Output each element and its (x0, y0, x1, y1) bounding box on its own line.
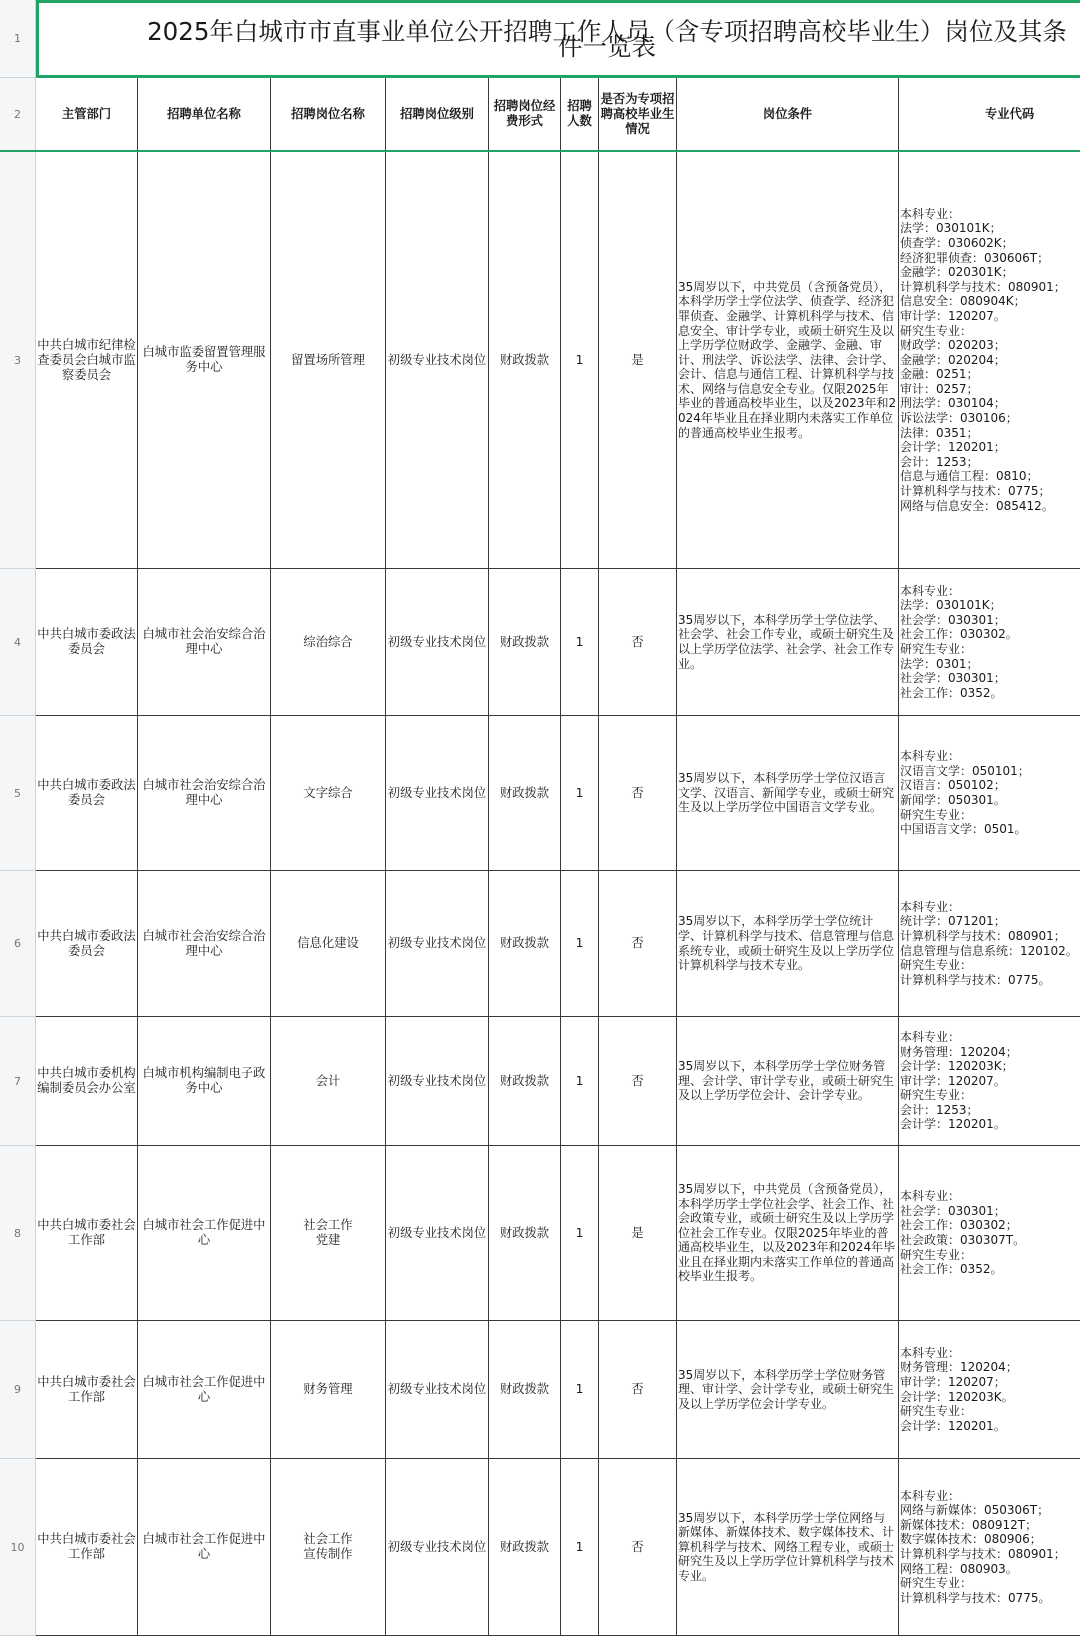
cell-dept[interactable] (36, 1459, 138, 1636)
cell-unit[interactable] (138, 569, 271, 716)
cell-text: 中共白城市委社会工作部 (37, 1532, 136, 1561)
cell-text: 财政拨款 (499, 785, 550, 800)
cell-text: 信息化建设 (297, 936, 359, 950)
cell-text: 白城市社会治安综合治理中心 (142, 928, 266, 958)
cell-text: 初级专业技术岗位 (387, 936, 487, 950)
row-number[interactable]: 9 (0, 1321, 36, 1459)
cell-text: 1 (575, 1382, 584, 1396)
cell-text: 初级专业技术岗位 (387, 1225, 487, 1240)
cell-level[interactable] (386, 152, 489, 569)
header-unit[interactable] (138, 78, 271, 151)
sheet-title: 2025年白城市市直事业单位公开招聘工作人员（含专项招聘高校毕业生）岗位及其条件一览表 (147, 17, 1067, 61)
header-post[interactable] (271, 78, 386, 151)
cell-text: 35周岁以下，本科学历学士学位网络与新媒体、新媒体技术、数字媒体技术、计算机科学与技术、网络工程专业，或硕士研究生及以上学历学位计算机科学与技术专业。 (678, 1510, 895, 1583)
cell-text: 初级专业技术岗位 (387, 634, 487, 649)
cell-count[interactable] (561, 1321, 599, 1459)
cell-funding[interactable] (489, 569, 561, 716)
cell-level[interactable] (386, 716, 489, 871)
cell-codes[interactable] (899, 1321, 1080, 1459)
cell-dept[interactable] (36, 716, 138, 871)
row-number[interactable]: 7 (0, 1017, 36, 1146)
header-label: 招聘单位名称 (167, 106, 241, 121)
cell-text: 留置场所管理 (291, 352, 365, 367)
cell-conditions[interactable] (677, 1146, 899, 1321)
cell-text: 1 (575, 785, 584, 800)
cell-text: 白城市机构编制电子政务中心 (142, 1066, 266, 1095)
cell-text: 中共白城市委社会工作部 (37, 1218, 136, 1247)
cell-text: 财务管理 (303, 1382, 353, 1396)
row-number[interactable]: 3 (0, 152, 36, 569)
cell-post[interactable] (271, 1321, 386, 1459)
row-number[interactable]: 2 (0, 78, 36, 151)
header-dept[interactable] (36, 78, 138, 151)
cell-text: 初级专业技术岗位 (387, 352, 487, 367)
header-label: 主管部门 (61, 106, 112, 121)
cell-text: 初级专业技术岗位 (387, 785, 487, 800)
cell-post[interactable] (271, 1017, 386, 1146)
cell-text: 否 (631, 634, 644, 649)
header-label: 是否为专项招聘高校毕业生情况 (600, 91, 675, 136)
cell-level[interactable] (386, 569, 489, 716)
cell-count[interactable] (561, 152, 599, 569)
cell-codes[interactable] (899, 871, 1080, 1017)
cell-conditions[interactable] (677, 716, 899, 871)
cell-text: 白城市社会工作促进中心 (142, 1532, 266, 1561)
table-row (0, 871, 1080, 1017)
cell-post[interactable] (271, 1146, 386, 1321)
cell-text: 财政拨款 (499, 1382, 550, 1396)
cell-count[interactable] (561, 1017, 599, 1146)
cell-text: 否 (631, 785, 644, 800)
cell-count[interactable] (561, 1146, 599, 1321)
cell-level[interactable] (386, 871, 489, 1017)
cell-special[interactable] (599, 1321, 677, 1459)
cell-text: 1 (575, 1073, 584, 1088)
cell-count[interactable] (561, 716, 599, 871)
header-label: 招聘岗位经费形式 (493, 99, 556, 128)
table-row (0, 1321, 1080, 1459)
cell-post[interactable] (271, 871, 386, 1017)
cell-unit[interactable] (138, 1146, 271, 1321)
cell-special[interactable] (599, 716, 677, 871)
cell-text: 初级专业技术岗位 (387, 1073, 487, 1088)
cell-level[interactable] (386, 1017, 489, 1146)
cell-text: 财政拨款 (499, 1225, 550, 1240)
cell-dept[interactable] (36, 152, 138, 569)
cell-count[interactable] (561, 569, 599, 716)
title-cell[interactable] (36, 0, 1080, 78)
row-number[interactable]: 10 (0, 1459, 36, 1636)
cell-conditions[interactable] (677, 1459, 899, 1636)
cell-funding[interactable] (489, 1017, 561, 1146)
table-row (0, 569, 1080, 716)
header-label: 岗位条件 (762, 106, 813, 121)
cell-dept[interactable] (36, 1146, 138, 1321)
cell-text: 1 (575, 1225, 584, 1240)
cell-dept[interactable] (36, 871, 138, 1017)
row-number[interactable]: 5 (0, 716, 36, 871)
cell-conditions[interactable] (677, 1321, 899, 1459)
cell-text: 财政拨款 (499, 352, 550, 367)
cell-text: 否 (631, 1539, 644, 1554)
header-label: 招聘岗位级别 (400, 106, 474, 121)
cell-count[interactable] (561, 871, 599, 1017)
cell-special[interactable] (599, 569, 677, 716)
table-row (0, 1017, 1080, 1146)
table-row (0, 716, 1080, 871)
header-special[interactable] (599, 78, 677, 151)
cell-text: 本科专业： 法学：030101K； 社会学：030301； 社会工作：030302。 研究生专业： 法学：0301； 社会学：030301； 社会工作：0352。 (900, 583, 1018, 700)
header-label: 专业代码 (985, 106, 1035, 121)
cell-funding[interactable] (489, 716, 561, 871)
cell-text: 文字综合 (303, 785, 353, 800)
cell-text: 35周岁以下，中共党员（含预备党员），本科学历学士学位社会学、社会工作、社会政策专业，或硕士研究生及以上学历学位社会工作专业。仅限2025年毕业的普通高校毕业生，以及2023年和2024年毕业且在择业期内未落实工作单位的普通高校毕业生报考。 (678, 1181, 896, 1284)
cell-text: 社会工作 党建 (303, 1218, 353, 1247)
cell-text: 财政拨款 (499, 936, 550, 950)
row-number[interactable]: 6 (0, 871, 36, 1017)
cell-unit[interactable] (138, 152, 271, 569)
cell-codes[interactable] (899, 569, 1080, 716)
table-row (0, 1459, 1080, 1636)
cell-text: 中共白城市委社会工作部 (37, 1374, 136, 1404)
cell-text: 35周岁以下，本科学历学士学位法学、社会学、社会工作专业，或硕士研究生及以上学历学位法学、社会学、社会工作专业。 (678, 612, 895, 671)
cell-funding[interactable] (489, 152, 561, 569)
cell-dept[interactable] (36, 1017, 138, 1146)
cell-conditions[interactable] (677, 569, 899, 716)
cell-text: 35周岁以下，本科学历学士学位汉语言文学、汉语言、新闻学专业，或硕士研究生及以上学历学位中国语言文学专业。 (678, 771, 895, 815)
cell-text: 本科专业： 社会学：030301； 社会工作：030302； 社会政策：030307T。 研究生专业： 社会工作：0352。 (900, 1189, 1026, 1277)
cell-funding[interactable] (489, 1459, 561, 1636)
header-codes[interactable] (899, 78, 1080, 151)
cell-special[interactable] (599, 871, 677, 1017)
cell-text: 中共白城市委政法委员会 (37, 778, 136, 807)
cell-dept[interactable] (36, 569, 138, 716)
cell-text: 是 (631, 1225, 644, 1240)
cell-funding[interactable] (489, 871, 561, 1017)
cell-text: 社会工作 宣传制作 (303, 1532, 353, 1561)
row-number[interactable]: 8 (0, 1146, 36, 1321)
cell-text: 1 (575, 634, 584, 649)
cell-text: 35周岁以下，本科学历学士学位财务管理、会计学、审计学专业，或硕士研究生及以上学历学位会计、会计学专业。 (678, 1059, 895, 1103)
cell-unit[interactable] (138, 1459, 271, 1636)
header-count[interactable] (561, 78, 599, 151)
cell-unit[interactable] (138, 871, 271, 1017)
cell-unit[interactable] (138, 1017, 271, 1146)
cell-text: 财政拨款 (499, 1073, 550, 1088)
row-number[interactable]: 1 (0, 0, 36, 78)
cell-level[interactable] (386, 1459, 489, 1636)
header-funding[interactable] (489, 78, 561, 151)
row-number[interactable]: 4 (0, 569, 36, 716)
cell-codes[interactable] (899, 716, 1080, 871)
cell-text: 中共白城市纪律检查委员会白城市监察委员会 (37, 337, 136, 382)
cell-codes[interactable] (899, 1146, 1080, 1321)
cell-post[interactable] (271, 716, 386, 871)
cell-text: 否 (631, 936, 644, 950)
cell-level[interactable] (386, 1321, 489, 1459)
cell-text: 1 (575, 936, 584, 950)
cell-special[interactable] (599, 152, 677, 569)
cell-text: 白城市社会工作促进中心 (142, 1218, 266, 1247)
cell-text: 本科专业： 法学：030101K； 侦查学：030602K； 经济犯罪侦查：030606T； 金融学：020301K； 计算机科学与技术：080901； 信息安全：080904K； 审计学：120207。 研究生专业： 财政学：020203； 金融学：020204； 金融：0251； 审计：0257； 刑法学：030104； 诉讼法学：030106； 法律：0351； 会计学：120201； 会计：1253； 信息与通信工程：0810； 计算机科学与技术：0775； 网络与信息安全：085412。 (900, 206, 1066, 513)
cell-dept[interactable] (36, 1321, 138, 1459)
header-row (0, 78, 1080, 151)
cell-special[interactable] (599, 1017, 677, 1146)
cell-text: 财政拨款 (499, 634, 550, 649)
cell-text: 初级专业技术岗位 (387, 1539, 487, 1554)
cell-text: 本科专业： 财务管理：120204； 会计学：120203K； 审计学：120207。 研究生专业： 会计：1253； 会计学：120201。 (900, 1029, 1018, 1132)
cell-codes[interactable] (899, 152, 1080, 569)
cell-text: 本科专业： 统计学：071201； 计算机科学与技术：080901； 信息管理与信息系统：120102。 研究生专业： 计算机科学与技术：0775。 (900, 899, 1078, 987)
cell-conditions[interactable] (677, 1017, 899, 1146)
cell-text: 白城市社会治安综合治理中心 (142, 778, 266, 807)
cell-text: 1 (575, 1539, 584, 1554)
cell-text: 35周岁以下，本科学历学士学位财务管理、审计学、会计学专业，或硕士研究生及以上学历学位会计学专业。 (678, 1367, 895, 1411)
cell-count[interactable] (561, 1459, 599, 1636)
cell-text: 是 (631, 352, 644, 367)
cell-text: 白城市社会工作促进中心 (142, 1374, 266, 1404)
cell-text: 综治综合 (303, 634, 353, 649)
cell-post[interactable] (271, 1459, 386, 1636)
cell-text: 白城市社会治安综合治理中心 (142, 627, 266, 656)
cell-funding[interactable] (489, 1321, 561, 1459)
cell-unit[interactable] (138, 716, 271, 871)
cell-text: 35周岁以下，中共党员（含预备党员），本科学历学士学位法学、侦查学、经济犯罪侦查、金融学、计算机科学与技术、信息安全、审计学专业，或硕士研究生及以上学历学位财政学、金融学、金融、审计、刑法学、诉讼法学、法律、会计学、会计、信息与通信工程、计算机科学与技术、网络与信息安全专业。仅限2025年毕业的普通高校毕业生，以及2023年和2024年毕业且在择业期内未落实工作单位的普通高校毕业生报考。 (678, 279, 897, 440)
cell-text: 35周岁以下，本科学历学士学位统计学、计算机科学与技术、信息管理与信息系统专业，或硕士研究生及以上学历学位计算机科学与技术专业。 (678, 914, 895, 973)
header-level[interactable] (386, 78, 489, 151)
cell-text: 中共白城市委政法委员会 (37, 928, 136, 958)
header-label: 招聘人数 (567, 99, 592, 128)
cell-text: 白城市监委留置管理服务中心 (142, 345, 266, 374)
cell-text: 会计 (315, 1073, 341, 1088)
cell-level[interactable] (386, 1146, 489, 1321)
cell-post[interactable] (271, 569, 386, 716)
cell-special[interactable] (599, 1146, 677, 1321)
cell-codes[interactable] (899, 1459, 1080, 1636)
cell-text: 否 (631, 1382, 644, 1396)
cell-text: 否 (631, 1073, 644, 1088)
cell-post[interactable] (271, 152, 386, 569)
cell-conditions[interactable] (677, 871, 899, 1017)
cell-unit[interactable] (138, 1321, 271, 1459)
cell-conditions[interactable] (677, 152, 899, 569)
cell-special[interactable] (599, 1459, 677, 1636)
cell-text: 财政拨款 (499, 1539, 550, 1554)
table-row (0, 152, 1080, 569)
cell-text: 中共白城市委机构编制委员会办公室 (37, 1066, 136, 1095)
cell-text: 初级专业技术岗位 (387, 1382, 487, 1396)
cell-text: 本科专业： 汉语言文学：050101； 汉语言：050102； 新闻学：050301。 研究生专业： 中国语言文学：0501。 (900, 749, 1030, 837)
cell-text: 本科专业： 网络与新媒体：050306T； 新媒体技术：080912T； 数字媒体技术：080906； 计算机科学与技术：080901； 网络工程：080903。 研究生专业： 计算机科学与技术：0775。 (900, 1488, 1066, 1605)
cell-text: 1 (575, 352, 584, 367)
title-row (0, 0, 1080, 78)
cell-text: 本科专业： 财务管理：120204； 审计学：120207； 会计学：120203K。 研究生专业： 会计学：120201。 (900, 1345, 1018, 1433)
cell-text: 中共白城市委政法委员会 (37, 627, 136, 656)
cell-codes[interactable] (899, 1017, 1080, 1146)
header-label: 招聘岗位名称 (291, 106, 365, 121)
header-conditions[interactable] (677, 78, 899, 151)
table-row (0, 1146, 1080, 1321)
cell-funding[interactable] (489, 1146, 561, 1321)
